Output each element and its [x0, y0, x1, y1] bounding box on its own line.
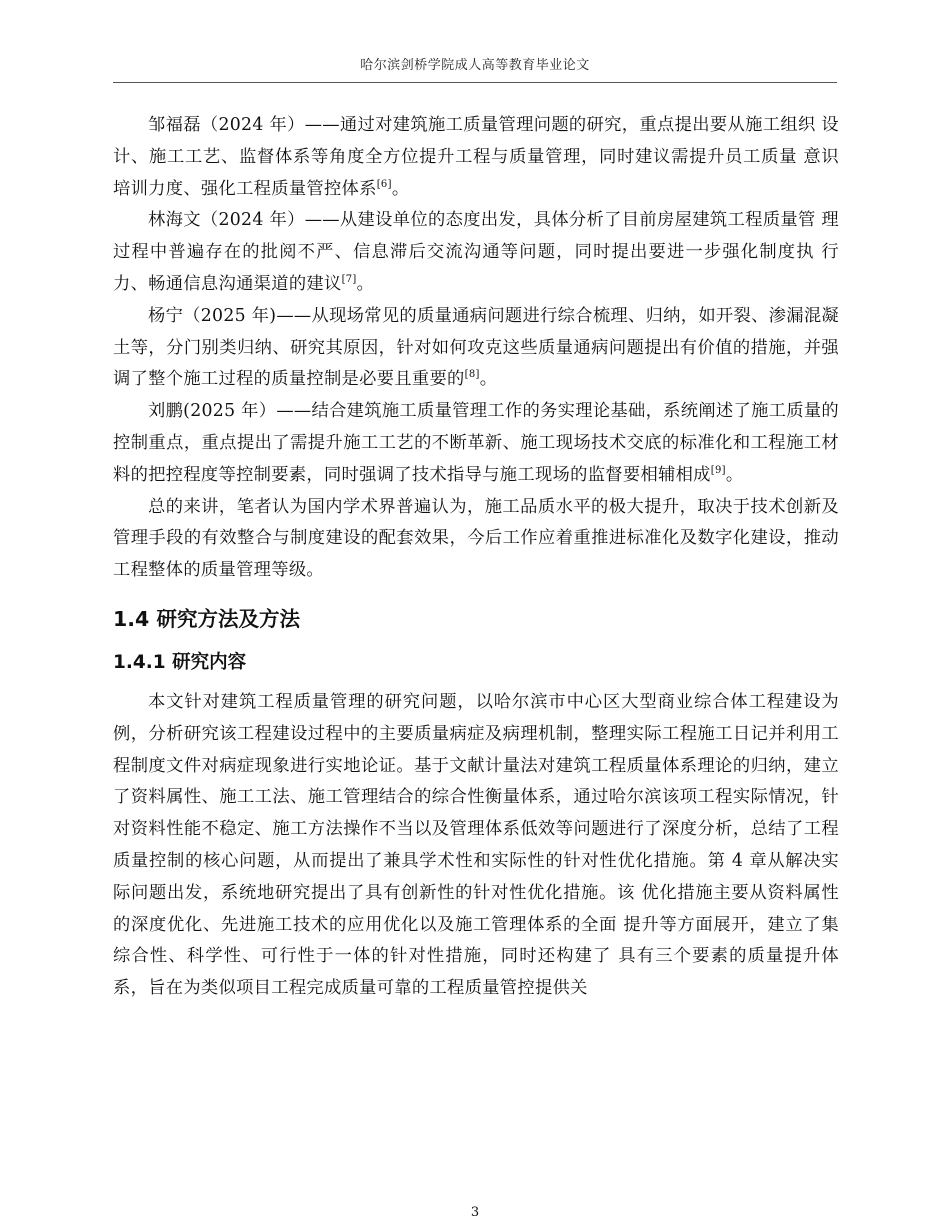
paragraph [113, 396, 839, 491]
citation-ref: [8] [464, 369, 480, 381]
paragraph [113, 110, 839, 205]
citation-ref: [9] [710, 465, 726, 476]
section-heading: 1.4 研究方法及方法 [113, 606, 300, 631]
page-number: 3 [470, 1205, 480, 1220]
paragraph [113, 205, 839, 300]
running-header: 哈尔滨剑桥学院成人高等教育毕业论文 [360, 58, 590, 73]
citation-ref: [7] [341, 274, 357, 286]
paragraph-text: 林海文（2024 年）——从建设单位的态度出发，具体分析了目前房屋建筑工程质量管 理过程中普遍存在的批阅不严、信息滞后交流沟通等问题，同时提出要进一步强化制度执 行力、畅通信息沟通渠道的建议 [113, 210, 839, 294]
subsection-heading: 1.4.1 研究内容 [113, 651, 247, 673]
paragraph-text: 刘鹏(2025 年）——结合建筑施工质量管理工作的务实理论基础，系统阐述了施工质量的控制重点，重点提出了需提升施工工艺的不断革新、施工现场技术交底的标准化和工程施工材料的把控程度等控制要素，同时强调了技术指导与施工现场的监督要相辅相成 [113, 401, 839, 485]
paragraph-end: 。 [479, 369, 498, 390]
paragraph: 总的来讲，笔者认为国内学术界普遍认为，施工品质水平的极大提升，取决于技术创新及管理手段的有效整合与制度建设的配套效果，今后工作应着重推进标准化及数字化建设，推动工程整体的质量管理等级。 [113, 496, 839, 581]
paragraph [113, 301, 839, 396]
paragraph-end: 。 [391, 178, 410, 199]
paragraph-text: 邹福磊（2024 年）——通过对建筑施工质量管理问题的研究，重点提出要从施工组织 设计、施工工艺、监督体系等角度全方位提升工程与质量管理，同时建议需提升员工质量 意识培训力度、强化工程质量管控体系 [113, 115, 839, 199]
header-rule [113, 82, 837, 83]
paragraph-end: 。 [725, 464, 744, 485]
paragraph-text: 杨宁（2025 年)——从现场常见的质量通病问题进行综合梳理、归纳，如开裂、渗漏混凝土等，分门别类归纳、研究其原因，针对如何攻克这些质量通病问题提出有价值的措施，并强调了整个施工过程的质量控制是必要且重要的 [113, 305, 839, 390]
paragraph: 本文针对建筑工程质量管理的研究问题，以哈尔滨市中心区大型商业综合体工程建设为例，分析研究该工程建设过程中的主要质量病症及病理机制，整理实际工程施工日记并利用工程制度文件对病症现象进行实地论证。基于文献计量法对建筑工程质量体系理论的归纳，建立了资料属性、施工工法、施工管理结合的综合性衡量体系，通过哈尔滨该项工程实际情况，针对资料性能不稳定、施工方法操作不当以及管理体系低效等问题进行了深度分析，总结了工程质量控制的核心问题，从而提出了兼具学术性和实际性的针对性优化措施。第 4 章从解决实际问题出发，系统地研究提出了具有创新性的针对性优化措施。该 优化措施主要从资料属性的深度优化、先进施工技术的应用优化以及施工管理体系的全面 提升等方面展开，建立了集综合性、科学性、可行性于一体的针对性措施，同时还构建了 具有三个要素的质量提升体系，旨在为类似项目工程完成质量可靠的工程质量管控提供关 [113, 691, 839, 999]
page-body [113, 110, 839, 1005]
paragraph-end: 。 [356, 273, 375, 294]
citation-ref: [6] [376, 178, 392, 190]
